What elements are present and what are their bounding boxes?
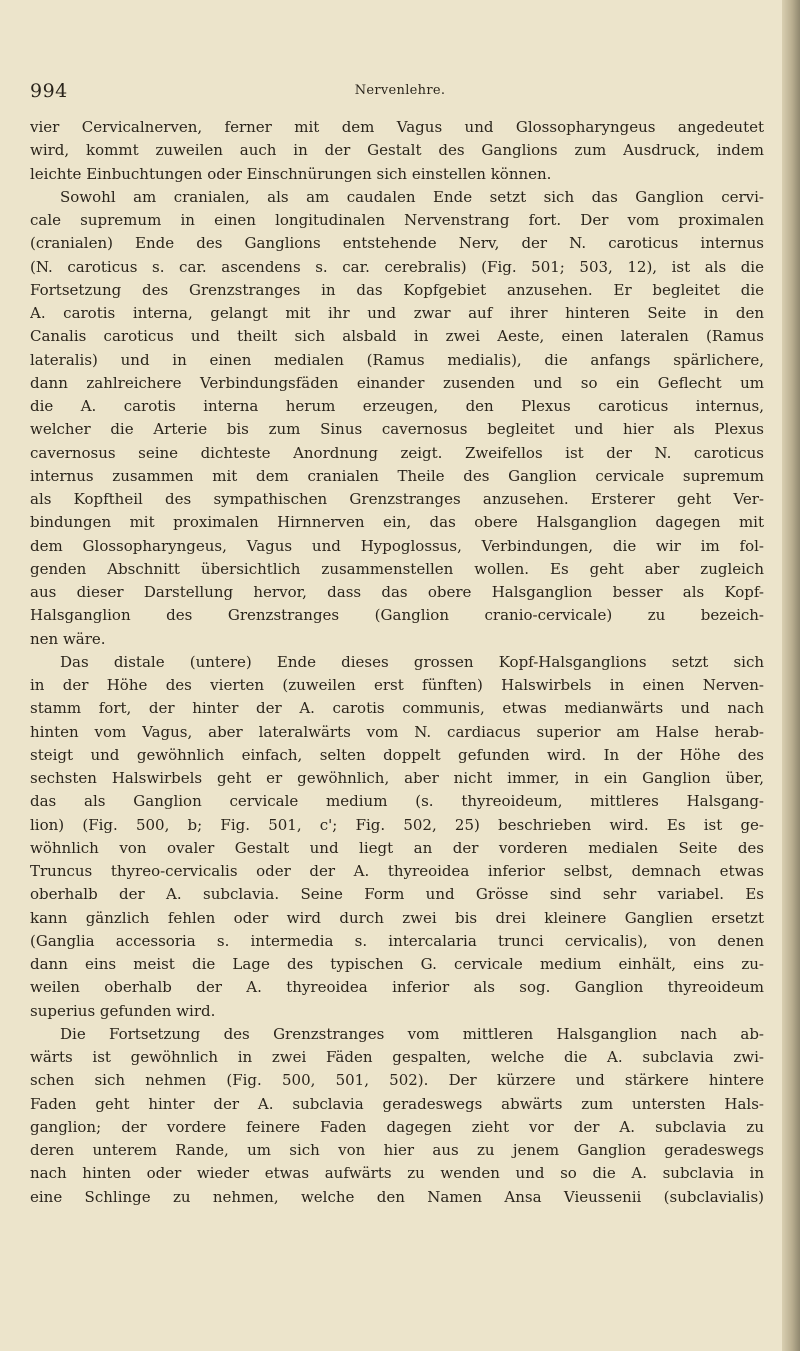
page-number: 994 <box>30 80 68 102</box>
text-line: deren unterem Rande, um sich von hier aus zu jenem Ganglion geradeswegs <box>30 1141 764 1159</box>
text-line: (Ganglia accessoria s. intermedia s. intercalaria trunci cervicalis), von denen <box>30 931 764 950</box>
text-line: internus zusammen mit dem cranialen Theile des Ganglion cervicale supremum <box>30 466 764 485</box>
text-line: sechsten Halswirbels geht er gewöhnlich, aber nicht immer, in ein Ganglion über, <box>30 769 764 787</box>
text-line: lion) (Fig. 500, b; Fig. 501, c'; Fig. 502, 25) beschrieben wird. Es ist ge- <box>30 815 764 834</box>
text-line: cale supremum in einen longitudinalen Nervenstrang fort. Der vom proximalen <box>30 211 764 229</box>
text-line: in der Höhe des vierten (zuweilen erst fünften) Halswirbels in einen Nerven- <box>30 676 764 694</box>
text-line: das als Ganglion cervicale medium (s. thyreoideum, mittleres Halsgang- <box>30 792 764 811</box>
text-line: ganglion; der vordere feinere Faden dagegen zieht vor der A. subclavia zu <box>30 1117 764 1136</box>
text-line: Halsganglion des Grenzstranges (Ganglion cranio-cervicale) zu bezeich- <box>30 606 764 625</box>
text-line: hinten vom Vagus, aber lateralwärts vom N. cardiacus superior am Halse herab- <box>30 722 764 741</box>
text-line: genden Abschnitt übersichtlich zusammenstellen wollen. Es geht aber zugleich <box>30 559 764 578</box>
page-edge-shadow <box>782 0 800 1351</box>
text-line: dann zahlreichere Verbindungsfäden einander zusenden und so ein Geflecht um <box>30 373 764 392</box>
body-text <box>30 116 764 1209</box>
text-line: weilen oberhalb der A. thyreoidea inferior als sog. Ganglion thyreoideum <box>30 978 764 997</box>
page-header <box>30 80 770 110</box>
text-line: Canalis caroticus und theilt sich alsbald in zwei Aeste, einen lateralen (Ramus <box>30 327 764 346</box>
text-line: eine Schlinge zu nehmen, welche den Namen Ansa Vieussenii (subclavialis) <box>30 1187 764 1206</box>
text-line: Truncus thyreo-cervicalis oder der A. thyreoidea inferior selbst, demnach etwas <box>30 862 764 880</box>
text-line: aus dieser Darstellung hervor, dass das obere Halsganglion besser als Kopf- <box>30 583 764 601</box>
text-line: Sowohl am cranialen, als am caudalen Ende setzt sich das Ganglion cervi- <box>60 187 764 206</box>
text-line: die A. carotis interna herum erzeugen, den Plexus caroticus internus, <box>30 397 764 415</box>
text-line: Die Fortsetzung des Grenzstranges vom mittleren Halsganglion nach ab- <box>60 1024 764 1043</box>
text-line: Fortsetzung des Grenzstranges in das Kopfgebiet anzusehen. Er begleitet die <box>30 280 764 299</box>
running-title: Nervenlehre. <box>354 83 446 98</box>
text-line: Das distale (untere) Ende dieses grossen Kopf-Halsganglions setzt sich <box>60 652 764 671</box>
text-line: dem Glossopharyngeus, Vagus und Hypoglossus, Verbindungen, die wir im fol- <box>30 536 764 555</box>
text-line: stamm fort, der hinter der A. carotis communis, etwas medianwärts und nach <box>30 699 764 718</box>
text-line: A. carotis interna, gelangt mit ihr und zwar auf ihrer hinteren Seite in den <box>30 304 764 322</box>
text-line: steigt und gewöhnlich einfach, selten doppelt gefunden wird. In der Höhe des <box>30 745 764 764</box>
text-line: (cranialen) Ende des Ganglions entstehende Nerv, der N. caroticus internus <box>30 234 764 253</box>
text-line: welcher die Arterie bis zum Sinus cavernosus begleitet und hier als Plexus <box>30 420 764 439</box>
text-line: Faden geht hinter der A. subclavia geradeswegs abwärts zum untersten Hals- <box>30 1094 764 1113</box>
text-line: wird, kommt zuweilen auch in der Gestalt des Ganglions zum Ausdruck, indem <box>30 141 764 160</box>
text-line: lateralis) und in einen medialen (Ramus medialis), die anfangs spärlichere, <box>30 350 764 369</box>
text-line: leichte Einbuchtungen oder Einschnürungen sich einstellen können. <box>30 164 552 183</box>
text-line: bindungen mit proximalen Hirnnerven ein, das obere Halsganglion dagegen mit <box>30 513 764 532</box>
text-line: dann eins meist die Lage des typischen G. cervicale medium einhält, eins zu- <box>30 955 764 973</box>
text-line: (N. caroticus s. car. ascendens s. car. cerebralis) (Fig. 501; 503, 12), ist als die <box>30 257 764 276</box>
text-line: wärts ist gewöhnlich in zwei Fäden gespalten, welche die A. subclavia zwi- <box>30 1048 764 1066</box>
text-line: oberhalb der A. subclavia. Seine Form und Grösse sind sehr variabel. Es <box>30 885 764 904</box>
text-line: kann gänzlich fehlen oder wird durch zwei bis drei kleinere Ganglien ersetzt <box>30 908 764 927</box>
text-line: schen sich nehmen (Fig. 500, 501, 502). Der kürzere und stärkere hintere <box>30 1071 764 1090</box>
text-line: vier Cervicalnerven, ferner mit dem Vagus und Glossopharyngeus angedeutet <box>30 118 764 136</box>
text-line: als Kopftheil des sympathischen Grenzstranges anzusehen. Ersterer geht Ver- <box>30 490 764 508</box>
text-line: nen wäre. <box>30 629 106 648</box>
text-line: cavernosus seine dichteste Anordnung zeigt. Zweifellos ist der N. caroticus <box>30 443 764 462</box>
text-line: superius gefunden wird. <box>30 1001 216 1020</box>
text-line: wöhnlich von ovaler Gestalt und liegt an der vorderen medialen Seite des <box>30 838 764 857</box>
text-line: nach hinten oder wieder etwas aufwärts zu wenden und so die A. subclavia in <box>30 1164 764 1183</box>
